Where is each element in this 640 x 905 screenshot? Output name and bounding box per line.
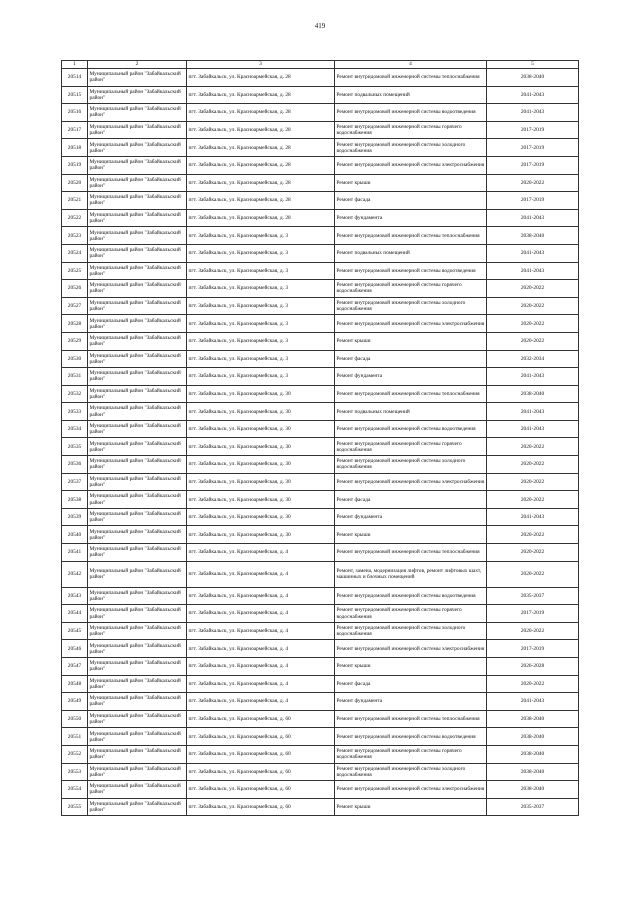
period-cell: 2035-2037 [487,798,579,816]
page-number: 419 [314,22,326,30]
address-cell: пгт. Забайкальск, ул. Красноармейская, д. 4 [187,605,335,623]
row-number-cell: 20552 [62,745,88,763]
period-cell: 2020-2022 [487,544,579,562]
work-type-cell: Ремонт подвальных помещений [335,403,487,421]
municipality-cell: Муниципальный район "Забайкальский район" [88,526,187,544]
row-number-cell: 20529 [62,332,88,350]
work-type-cell: Ремонт внутридомовой инженерной системы электроснабжения [335,640,487,658]
work-type-cell: Ремонт фундамента [335,209,487,227]
work-type-cell: Ремонт внутридомовой инженерной системы теплоснабжения [335,227,487,245]
row-number-cell: 20518 [62,139,88,157]
municipality-cell: Муниципальный район "Забайкальский район" [88,368,187,386]
table-row [62,456,579,474]
column-header: 2 [88,61,187,69]
municipality-cell: Муниципальный район "Забайкальский район" [88,456,187,474]
municipality-cell: Муниципальный район "Забайкальский район" [88,508,187,526]
table-row [62,561,579,587]
row-number-cell: 20551 [62,728,88,746]
address-cell: пгт. Забайкальск, ул. Красноармейская, д. 30 [187,508,335,526]
municipality-cell: Муниципальный район "Забайкальский район" [88,174,187,192]
row-number-cell: 20537 [62,473,88,491]
address-cell: пгт. Забайкальск, ул. Красноармейская, д. 30 [187,456,335,474]
row-number-cell: 20546 [62,640,88,658]
period-cell: 2032-2034 [487,350,579,368]
table-row [62,350,579,368]
work-type-cell: Ремонт подвальных помещений [335,86,487,104]
table-row [62,121,579,139]
municipality-cell: Муниципальный район "Забайкальский район" [88,262,187,280]
municipality-cell: Муниципальный район "Забайкальский район" [88,315,187,333]
municipality-cell: Муниципальный район "Забайкальский район" [88,658,187,676]
table-row [62,728,579,746]
row-number-cell: 20532 [62,385,88,403]
table-row [62,491,579,509]
row-number-cell: 20540 [62,526,88,544]
address-cell: пгт. Забайкальск, ул. Красноармейская, д. 3 [187,350,335,368]
table-row [62,244,579,262]
table-row [62,104,579,122]
address-cell: пгт. Забайкальск, ул. Красноармейская, д. 28 [187,139,335,157]
municipality-cell: Муниципальный район "Забайкальский район" [88,192,187,210]
work-type-cell: Ремонт внутридомовой инженерной системы холодного водоснабжения [335,763,487,781]
address-cell: пгт. Забайкальск, ул. Красноармейская, д. 28 [187,69,335,87]
municipality-cell: Муниципальный район "Забайкальский район" [88,139,187,157]
municipality-cell: Муниципальный район "Забайкальский район" [88,121,187,139]
municipality-cell: Муниципальный район "Забайкальский район" [88,798,187,816]
work-type-cell: Ремонт внутридомовой инженерной системы водоотведения [335,587,487,605]
row-number-cell: 20550 [62,710,88,728]
table-row [62,640,579,658]
table-row [62,297,579,315]
period-cell: 2020-2022 [487,315,579,333]
municipality-cell: Муниципальный район "Забайкальский район" [88,491,187,509]
work-type-cell: Ремонт внутридомовой инженерной системы горячего водоснабжения [335,745,487,763]
row-number-cell: 20519 [62,156,88,174]
row-number-cell: 20528 [62,315,88,333]
municipality-cell: Муниципальный район "Забайкальский район" [88,640,187,658]
row-number-cell: 20521 [62,192,88,210]
table-body [62,69,579,816]
table-row [62,605,579,623]
municipality-cell: Муниципальный район "Забайкальский район" [88,605,187,623]
period-cell: 2041-2043 [487,86,579,104]
header-row [62,61,579,69]
work-type-cell: Ремонт внутридомовой инженерной системы водоотведения [335,104,487,122]
work-type-cell: Ремонт внутридомовой инженерной системы электроснабжения [335,781,487,799]
period-cell: 2020-2022 [487,491,579,509]
table-row [62,710,579,728]
municipality-cell: Муниципальный район "Забайкальский район" [88,280,187,298]
period-cell: 2020-2022 [487,456,579,474]
row-number-cell: 20543 [62,587,88,605]
period-cell: 2020-2022 [487,174,579,192]
table-row [62,139,579,157]
work-type-cell: Ремонт внутридомовой инженерной системы холодного водоснабжения [335,456,487,474]
period-cell: 2041-2043 [487,104,579,122]
period-cell: 2020-2022 [487,473,579,491]
period-cell: 2041-2043 [487,244,579,262]
row-number-cell: 20548 [62,675,88,693]
table-row [62,69,579,87]
period-cell: 2020-2022 [487,297,579,315]
municipality-cell: Муниципальный район "Забайкальский район" [88,710,187,728]
table-row [62,315,579,333]
table-row [62,332,579,350]
address-cell: пгт. Забайкальск, ул. Красноармейская, д. 28 [187,104,335,122]
row-number-cell: 20535 [62,438,88,456]
municipality-cell: Муниципальный район "Забайкальский район" [88,385,187,403]
municipality-cell: Муниципальный район "Забайкальский район" [88,438,187,456]
table-row [62,675,579,693]
address-cell: пгт. Забайкальск, ул. Красноармейская, д. 4 [187,622,335,640]
municipality-cell: Муниципальный район "Забайкальский район" [88,587,187,605]
municipality-cell: Муниципальный район "Забайкальский район" [88,622,187,640]
municipality-cell: Муниципальный район "Забайкальский район" [88,297,187,315]
table-row [62,781,579,799]
period-cell: 2038-2040 [487,710,579,728]
table-row [62,526,579,544]
table-row [62,473,579,491]
address-cell: пгт. Забайкальск, ул. Красноармейская, д. 30 [187,420,335,438]
period-cell: 2017-2019 [487,156,579,174]
work-type-cell: Ремонт фасада [335,192,487,210]
row-number-cell: 20514 [62,69,88,87]
table-row [62,209,579,227]
address-cell: пгт. Забайкальск, ул. Красноармейская, д. 28 [187,121,335,139]
work-type-cell: Ремонт внутридомовой инженерной системы электроснабжения [335,315,487,333]
address-cell: пгт. Забайкальск, ул. Красноармейская, д. 4 [187,693,335,711]
municipality-cell: Муниципальный район "Забайкальский район" [88,675,187,693]
row-number-cell: 20515 [62,86,88,104]
address-cell: пгт. Забайкальск, ул. Красноармейская, д. 60 [187,745,335,763]
address-cell: пгт. Забайкальск, ул. Красноармейская, д. 4 [187,561,335,587]
address-cell: пгт. Забайкальск, ул. Красноармейская, д. 4 [187,658,335,676]
work-type-cell: Ремонт подвальных помещений [335,244,487,262]
table-row [62,693,579,711]
address-cell: пгт. Забайкальск, ул. Красноармейская, д. 3 [187,332,335,350]
table-row [62,385,579,403]
period-cell: 2038-2040 [487,227,579,245]
address-cell: пгт. Забайкальск, ул. Красноармейская, д. 60 [187,728,335,746]
period-cell: 2017-2019 [487,192,579,210]
address-cell: пгт. Забайкальск, ул. Красноармейская, д. 28 [187,156,335,174]
address-cell: пгт. Забайкальск, ул. Красноармейская, д. 30 [187,403,335,421]
municipality-cell: Муниципальный район "Забайкальский район" [88,420,187,438]
address-cell: пгт. Забайкальск, ул. Красноармейская, д. 28 [187,86,335,104]
row-number-cell: 20541 [62,544,88,562]
address-cell: пгт. Забайкальск, ул. Красноармейская, д. 28 [187,192,335,210]
address-cell: пгт. Забайкальск, ул. Красноармейская, д. 3 [187,227,335,245]
address-cell: пгт. Забайкальск, ул. Красноармейская, д. 3 [187,368,335,386]
address-cell: пгт. Забайкальск, ул. Красноармейская, д. 4 [187,587,335,605]
period-cell: 2017-2019 [487,640,579,658]
work-type-cell: Ремонт крыши [335,174,487,192]
work-type-cell: Ремонт фасада [335,675,487,693]
address-cell: пгт. Забайкальск, ул. Красноармейская, д. 3 [187,315,335,333]
address-cell: пгт. Забайкальск, ул. Красноармейская, д. 30 [187,385,335,403]
address-cell: пгт. Забайкальск, ул. Красноармейская, д. 4 [187,640,335,658]
municipality-cell: Муниципальный район "Забайкальский район" [88,745,187,763]
address-cell: пгт. Забайкальск, ул. Красноармейская, д. 30 [187,438,335,456]
period-cell: 2041-2043 [487,403,579,421]
municipality-cell: Муниципальный район "Забайкальский район" [88,561,187,587]
period-cell: 2026-2028 [487,658,579,676]
row-number-cell: 20533 [62,403,88,421]
row-number-cell: 20554 [62,781,88,799]
work-type-cell: Ремонт фасада [335,350,487,368]
row-number-cell: 20544 [62,605,88,623]
period-cell: 2041-2043 [487,693,579,711]
table-row [62,280,579,298]
table-row [62,368,579,386]
table-row [62,544,579,562]
period-cell: 2038-2040 [487,385,579,403]
period-cell: 2041-2043 [487,209,579,227]
table-row [62,438,579,456]
table-row [62,192,579,210]
row-number-cell: 20527 [62,297,88,315]
address-cell: пгт. Забайкальск, ул. Красноармейская, д. 28 [187,209,335,227]
row-number-cell: 20516 [62,104,88,122]
work-type-cell: Ремонт крыши [335,658,487,676]
row-number-cell: 20545 [62,622,88,640]
period-cell: 2017-2019 [487,139,579,157]
table-row [62,745,579,763]
work-type-cell: Ремонт внутридомовой инженерной системы теплоснабжения [335,69,487,87]
table-row [62,86,579,104]
period-cell: 2020-2022 [487,561,579,587]
address-cell: пгт. Забайкальск, ул. Красноармейская, д. 60 [187,781,335,799]
column-header: 5 [487,61,579,69]
column-header: 4 [335,61,487,69]
municipality-cell: Муниципальный район "Забайкальский район" [88,781,187,799]
municipality-cell: Муниципальный район "Забайкальский район" [88,104,187,122]
municipality-cell: Муниципальный район "Забайкальский район" [88,350,187,368]
address-cell: пгт. Забайкальск, ул. Красноармейская, д. 28 [187,174,335,192]
period-cell: 2038-2040 [487,69,579,87]
work-type-cell: Ремонт внутридомовой инженерной системы горячего водоснабжения [335,280,487,298]
municipality-cell: Муниципальный район "Забайкальский район" [88,209,187,227]
work-type-cell: Ремонт, замена, модернизация лифтов, ремонт лифтовых шахт, машинных и блочных помещений [335,561,487,587]
work-type-cell: Ремонт внутридомовой инженерной системы холодного водоснабжения [335,622,487,640]
address-cell: пгт. Забайкальск, ул. Красноармейская, д. 4 [187,675,335,693]
work-type-cell: Ремонт внутридомовой инженерной системы электроснабжения [335,156,487,174]
municipality-cell: Муниципальный район "Забайкальский район" [88,693,187,711]
row-number-cell: 20517 [62,121,88,139]
work-type-cell: Ремонт внутридомовой инженерной системы теплоснабжения [335,385,487,403]
period-cell: 2038-2040 [487,728,579,746]
table-row [62,508,579,526]
table-row [62,156,579,174]
row-number-cell: 20542 [62,561,88,587]
work-type-cell: Ремонт фасада [335,491,487,509]
work-type-cell: Ремонт крыши [335,332,487,350]
work-type-cell: Ремонт фундамента [335,508,487,526]
row-number-cell: 20539 [62,508,88,526]
address-cell: пгт. Забайкальск, ул. Красноармейская, д. 60 [187,710,335,728]
table-row [62,622,579,640]
row-number-cell: 20530 [62,350,88,368]
row-number-cell: 20526 [62,280,88,298]
address-cell: пгт. Забайкальск, ул. Красноармейская, д. 30 [187,473,335,491]
municipality-cell: Муниципальный район "Забайкальский район" [88,763,187,781]
table-row [62,763,579,781]
column-header: 3 [187,61,335,69]
row-number-cell: 20555 [62,798,88,816]
municipality-cell: Муниципальный район "Забайкальский район" [88,86,187,104]
period-cell: 2020-2022 [487,526,579,544]
municipality-cell: Муниципальный район "Забайкальский район" [88,403,187,421]
column-header: 1 [62,61,88,69]
period-cell: 2020-2022 [487,675,579,693]
work-type-cell: Ремонт фундамента [335,693,487,711]
table-row [62,227,579,245]
row-number-cell: 20523 [62,227,88,245]
row-number-cell: 20522 [62,209,88,227]
period-cell: 2020-2022 [487,332,579,350]
row-number-cell: 20525 [62,262,88,280]
work-type-cell: Ремонт внутридомовой инженерной системы водоотведения [335,728,487,746]
municipality-cell: Муниципальный район "Забайкальский район" [88,69,187,87]
work-type-cell: Ремонт крыши [335,798,487,816]
municipality-cell: Муниципальный район "Забайкальский район" [88,728,187,746]
period-cell: 2020-2022 [487,622,579,640]
work-type-cell: Ремонт внутридомовой инженерной системы горячего водоснабжения [335,605,487,623]
row-number-cell: 20531 [62,368,88,386]
work-type-cell: Ремонт внутридомовой инженерной системы электроснабжения [335,473,487,491]
municipality-cell: Муниципальный район "Забайкальский район" [88,156,187,174]
address-cell: пгт. Забайкальск, ул. Красноармейская, д. 60 [187,798,335,816]
table-row [62,587,579,605]
work-type-cell: Ремонт внутридомовой инженерной системы горячего водоснабжения [335,121,487,139]
work-type-cell: Ремонт внутридомовой инженерной системы теплоснабжения [335,710,487,728]
row-number-cell: 20553 [62,763,88,781]
period-cell: 2038-2040 [487,763,579,781]
period-cell: 2020-2022 [487,280,579,298]
address-cell: пгт. Забайкальск, ул. Красноармейская, д. 30 [187,491,335,509]
work-type-cell: Ремонт крыши [335,526,487,544]
repair-schedule-table [61,60,579,816]
work-type-cell: Ремонт внутридомовой инженерной системы холодного водоснабжения [335,139,487,157]
table-row [62,420,579,438]
row-number-cell: 20534 [62,420,88,438]
address-cell: пгт. Забайкальск, ул. Красноармейская, д. 3 [187,262,335,280]
address-cell: пгт. Забайкальск, ул. Красноармейская, д. 3 [187,244,335,262]
row-number-cell: 20524 [62,244,88,262]
row-number-cell: 20538 [62,491,88,509]
table-row [62,403,579,421]
address-cell: пгт. Забайкальск, ул. Красноармейская, д. 60 [187,763,335,781]
table-row [62,174,579,192]
row-number-cell: 20520 [62,174,88,192]
table-row [62,798,579,816]
work-type-cell: Ремонт внутридомовой инженерной системы холодного водоснабжения [335,297,487,315]
address-cell: пгт. Забайкальск, ул. Красноармейская, д. 30 [187,526,335,544]
period-cell: 2017-2019 [487,121,579,139]
work-type-cell: Ремонт внутридомовой инженерной системы водоотведения [335,420,487,438]
period-cell: 2041-2043 [487,420,579,438]
period-cell: 2041-2043 [487,368,579,386]
period-cell: 2038-2040 [487,745,579,763]
address-cell: пгт. Забайкальск, ул. Красноармейская, д. 3 [187,297,335,315]
work-type-cell: Ремонт фундамента [335,368,487,386]
municipality-cell: Муниципальный район "Забайкальский район" [88,473,187,491]
period-cell: 2017-2019 [487,605,579,623]
municipality-cell: Муниципальный район "Забайкальский район" [88,544,187,562]
period-cell: 2041-2043 [487,262,579,280]
work-type-cell: Ремонт внутридомовой инженерной системы теплоснабжения [335,544,487,562]
address-cell: пгт. Забайкальск, ул. Красноармейская, д. 4 [187,544,335,562]
municipality-cell: Муниципальный район "Забайкальский район" [88,227,187,245]
work-type-cell: Ремонт внутридомовой инженерной системы водоотведения [335,262,487,280]
row-number-cell: 20536 [62,456,88,474]
municipality-cell: Муниципальный район "Забайкальский район" [88,244,187,262]
row-number-cell: 20549 [62,693,88,711]
address-cell: пгт. Забайкальск, ул. Красноармейская, д. 3 [187,280,335,298]
period-cell: 2041-2043 [487,508,579,526]
period-cell: 2035-2037 [487,587,579,605]
table-row [62,262,579,280]
work-type-cell: Ремонт внутридомовой инженерной системы горячего водоснабжения [335,438,487,456]
period-cell: 2020-2022 [487,438,579,456]
row-number-cell: 20547 [62,658,88,676]
table-row [62,658,579,676]
municipality-cell: Муниципальный район "Забайкальский район" [88,332,187,350]
period-cell: 2038-2040 [487,781,579,799]
